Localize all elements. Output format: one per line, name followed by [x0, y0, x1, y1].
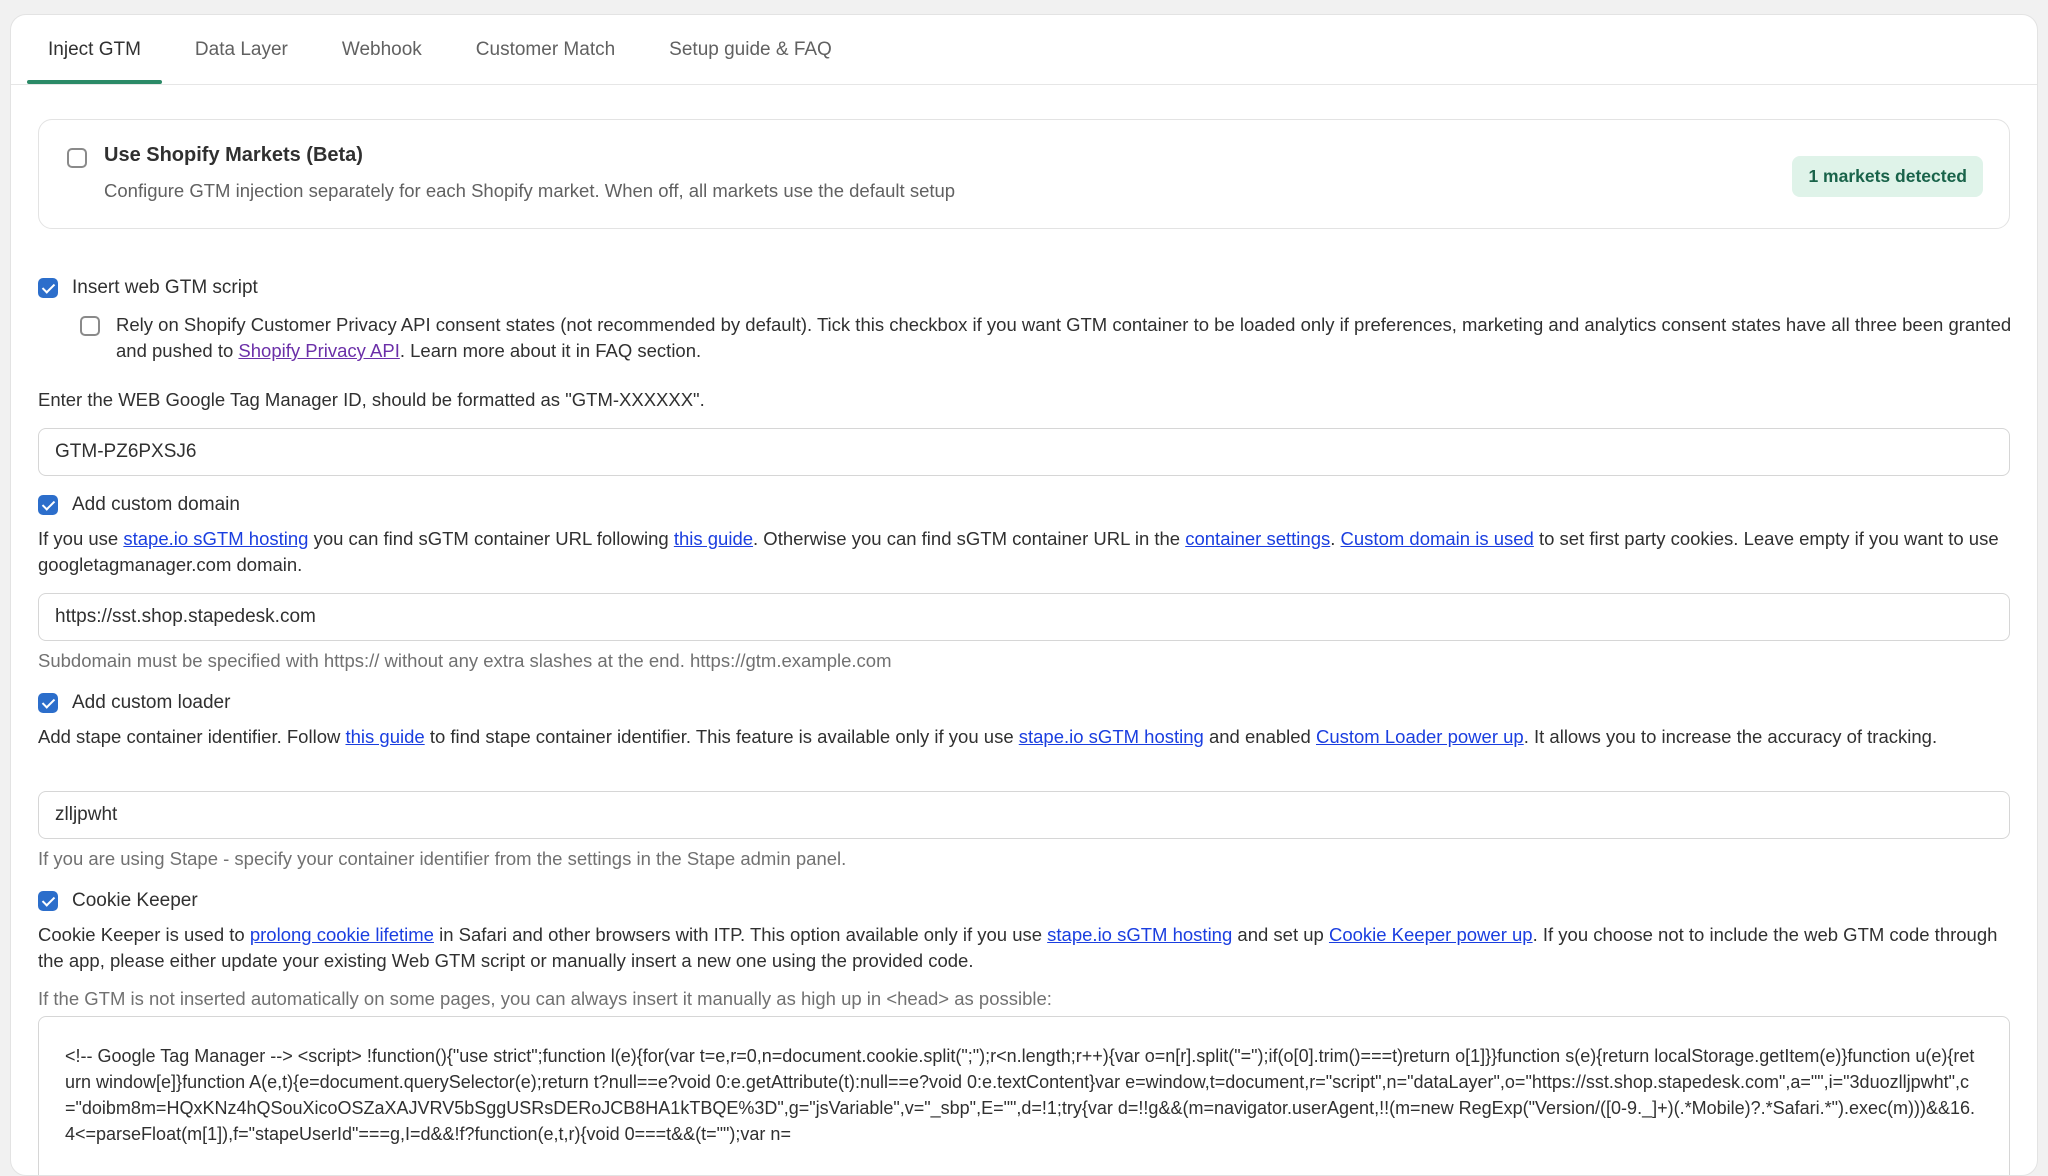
stape-hosting-link[interactable]: stape.io sGTM hosting — [123, 528, 309, 549]
custom-loader-input[interactable] — [38, 791, 2010, 839]
gtm-id-input[interactable] — [38, 428, 2010, 476]
insert-gtm-checkbox[interactable] — [38, 278, 58, 298]
privacy-api-text — [116, 312, 2016, 364]
tab-customer-match[interactable]: Customer Match — [475, 39, 616, 60]
stape-hosting-link[interactable]: stape.io sGTM hosting — [1047, 924, 1233, 945]
custom-loader-row — [38, 692, 230, 714]
markets-detected-badge: 1 markets detected — [1792, 156, 1983, 197]
custom-domain-checkbox[interactable] — [38, 495, 58, 515]
manual-insert-hint: If the GTM is not inserted automatically on some pages, you can always insert it manually as high up in <head> as possible: — [38, 988, 1052, 1009]
desc-text: you can find sGTM container URL following — [308, 528, 674, 549]
custom-loader-label: Add custom loader — [72, 692, 231, 713]
gtm-id-label: Enter the WEB Google Tag Manager ID, should be formatted as "GTM-XXXXXX". — [38, 389, 705, 410]
cookie-keeper-power-up-link[interactable]: Cookie Keeper power up — [1328, 924, 1533, 945]
privacy-api-checkbox[interactable] — [80, 316, 100, 336]
desc-text: Add stape container identifier. Follow — [38, 726, 346, 747]
desc-text: . Otherwise you can find sGTM container URL in the — [753, 528, 1186, 549]
desc-text: to set first party cookies. Leave empty if you want to use googletagmanager.com domain. — [38, 528, 1999, 575]
container-settings-link[interactable]: container settings — [1185, 528, 1331, 549]
custom-domain-input[interactable] — [38, 593, 2010, 641]
shopify-markets-description: Configure GTM injection separately for each Shopify market. When off, all markets use the default setup — [104, 180, 956, 201]
cookie-keeper-description — [38, 922, 2010, 974]
desc-text: . — [1330, 528, 1341, 549]
desc-text: in Safari and other browsers with ITP. This option available only if you use — [433, 924, 1048, 945]
custom-loader-hint: If you are using Stape - specify your container identifier from the settings in the Stape admin panel. — [38, 848, 847, 869]
tab-webhook[interactable]: Webhook — [341, 39, 422, 60]
gtm-code-snippet[interactable]: <!-- Google Tag Manager --> <script> !function(){"use strict";function l(e){for(var t=e,r=0,n=document.cookie.split(";");r<n.length;r++){var o=n[r].split("=");if(o[0].trim()===t)return o[1]}}function s(e){return localStorage.getItem(e)}function u(e){return window[e]}function A(e,t){e=document.querySelector(e);return t?null==e?void 0:e.getAttribute(t):null==e?void 0:e.textContent}var e=window,t=document,r="script",n="dataLayer",o="https://sst.shop.stapedesk.com",a="",i="3duozlljpwht",c="doibm8m=HQxKNz4hQSouXicoOSZaXAJVRV5bSggUSRsDERoJCB8HA1kTBQE%3D",g="jsVariable",v="_sbp",E="",d=!1;try{var d=!!g&&(m=navigator.userAgent,!!(m=new RegExp("Version/([0-9._]+)(.*Mobile)?.*Safari.*").exec(m)))&&16.4<=parseFloat(m[1]),f="stapeUserId"===g,I=d&&!f?function(e,t,r){void 0===t&&(t="");var n= — [38, 1016, 2010, 1176]
tab-setup-guide-faq[interactable]: Setup guide & FAQ — [669, 39, 832, 60]
desc-text: and enabled — [1203, 726, 1316, 747]
desc-text: . If you choose not to include the web GTM code through the app, please either update your existing Web GTM script or manually insert a new one using the provided code. — [38, 924, 1998, 971]
cookie-keeper-label: Cookie Keeper — [72, 890, 198, 911]
custom-loader-checkbox[interactable] — [38, 693, 58, 713]
desc-text: Cookie Keeper is used to — [38, 924, 250, 945]
custom-domain-hint: Subdomain must be specified with https:// without any extra slashes at the end. https://gtm.example.com — [38, 650, 892, 671]
custom-domain-used-link[interactable]: Custom domain is used — [1340, 528, 1534, 549]
privacy-text-after: . Learn more about it in FAQ section. — [399, 340, 702, 361]
insert-gtm-row — [38, 277, 258, 299]
tab-data-layer[interactable]: Data Layer — [194, 39, 288, 60]
settings-card — [10, 14, 2038, 1176]
inject-gtm-panel — [38, 119, 2012, 1144]
custom-loader-power-up-link[interactable]: Custom Loader power up — [1315, 726, 1524, 747]
custom-domain-row — [38, 494, 240, 516]
this-guide-link[interactable]: this guide — [345, 726, 425, 747]
custom-loader-description — [38, 724, 2010, 750]
tab-bar — [11, 15, 2037, 85]
desc-text: to find stape container identifier. This feature is available only if you use — [424, 726, 1019, 747]
desc-text: and set up — [1232, 924, 1329, 945]
prolong-cookie-lifetime-link[interactable]: prolong cookie lifetime — [249, 924, 434, 945]
privacy-text-before: Rely on Shopify Customer Privacy API consent states (not recommended by default). Tick this checkbox if you want GTM container to be loaded only if preferences, marketing and analytics consent states have all three been granted and pushed to — [116, 314, 2012, 361]
tab-inject-gtm[interactable]: Inject GTM — [27, 15, 162, 84]
insert-gtm-label: Insert web GTM script — [72, 277, 258, 298]
stape-hosting-link[interactable]: stape.io sGTM hosting — [1018, 726, 1204, 747]
cookie-keeper-checkbox[interactable] — [38, 891, 58, 911]
cookie-keeper-row — [38, 890, 198, 912]
shopify-privacy-api-link[interactable]: Shopify Privacy API — [238, 340, 400, 361]
desc-text: If you use — [38, 528, 124, 549]
desc-text: . It allows you to increase the accuracy of tracking. — [1523, 726, 1938, 747]
custom-domain-description — [38, 526, 2010, 578]
custom-domain-label: Add custom domain — [72, 494, 240, 515]
shopify-markets-title: Use Shopify Markets (Beta) — [104, 144, 363, 166]
shopify-markets-checkbox[interactable] — [67, 148, 87, 168]
shopify-markets-box — [38, 119, 2010, 229]
this-guide-link[interactable]: this guide — [673, 528, 754, 549]
